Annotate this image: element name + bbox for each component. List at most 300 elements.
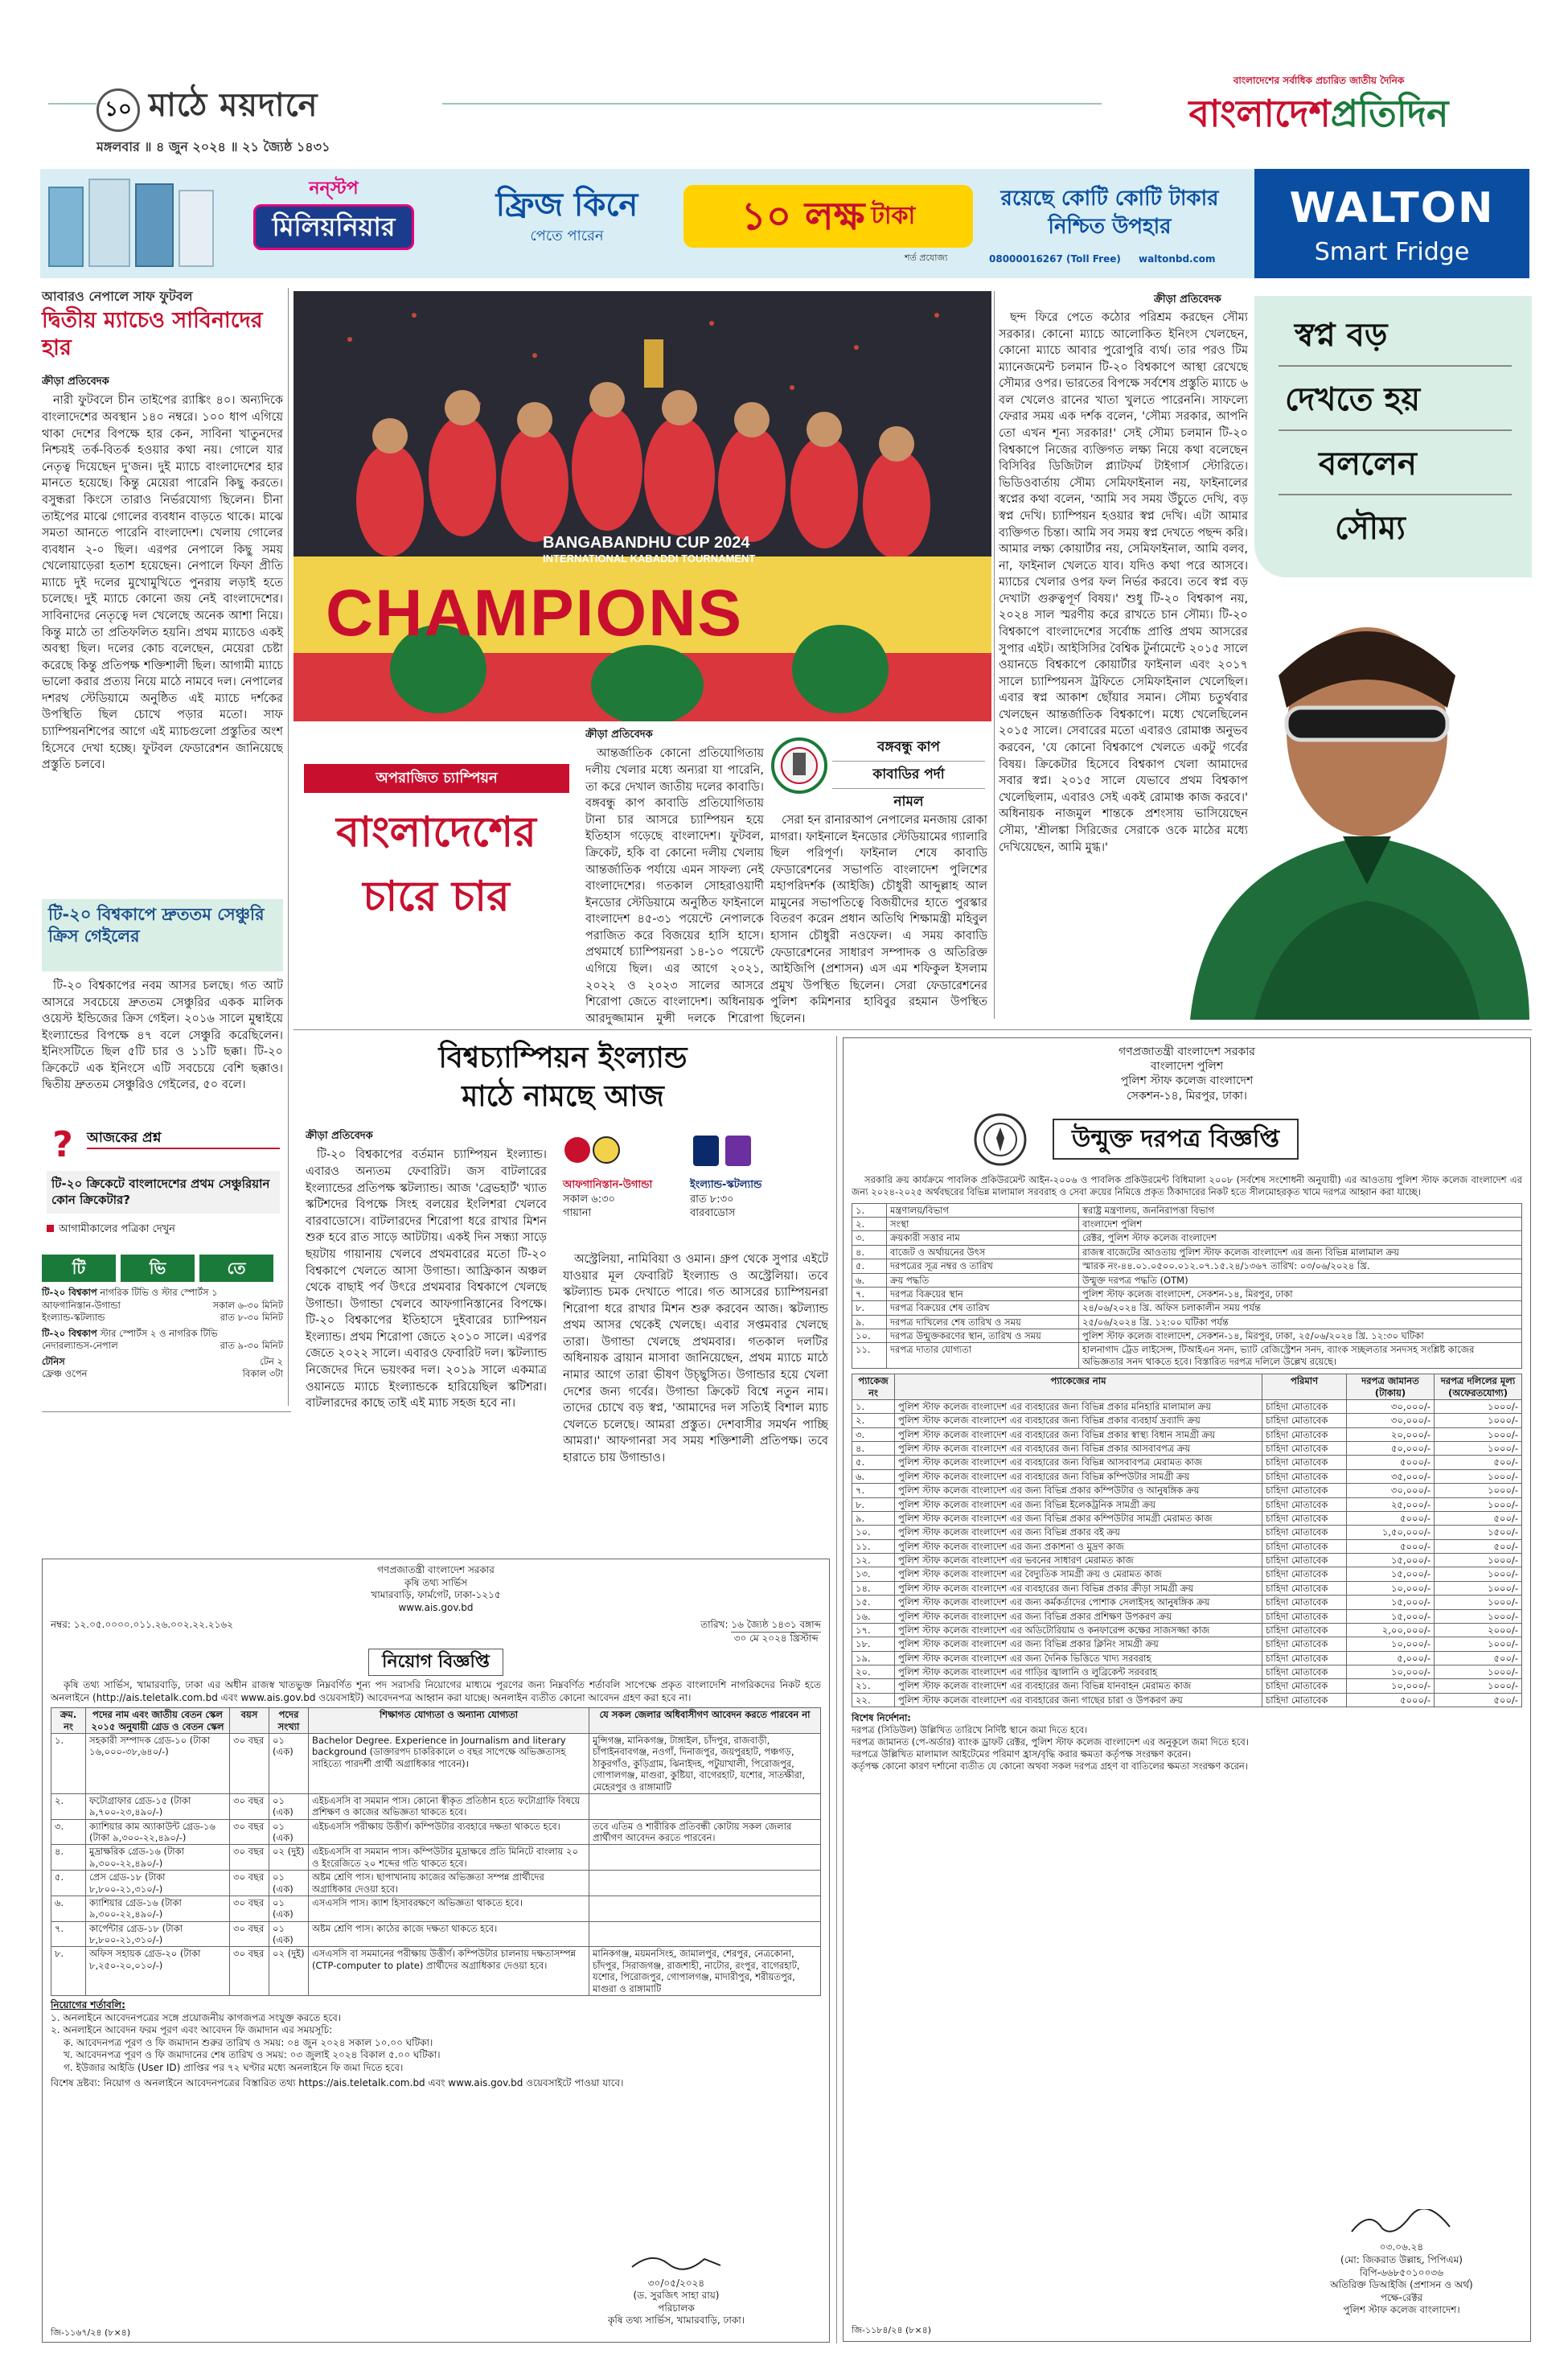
table-cell: পুলিশ স্টাফ কলেজ বাংলাদেশ এর অডিটোরিয়াম ও কনফারেন্স কক্ষের সাজসজ্জা কাজ	[895, 1623, 1262, 1637]
table-cell: ১১.	[852, 1539, 895, 1553]
table-cell	[589, 1793, 821, 1819]
product-name: Smart Fridge	[1314, 238, 1470, 267]
tv-channel: টেনিস	[42, 1355, 65, 1367]
recruit-table	[51, 1707, 821, 1996]
table-cell: ১০,০০০/-	[1347, 1637, 1435, 1651]
table-cell: এসএসসি পাস। ক্যাশ হিসাবরক্ষণে অভিজ্ঞতা থাকতে হবে।	[309, 1896, 589, 1921]
tv-time: বিকাল ৩টা	[242, 1368, 283, 1380]
recruit-signer-name: (ড. সুরজিৎ সাহা রায়)	[633, 2290, 720, 2302]
table-cell	[589, 1921, 821, 1947]
col-header: শিক্ষাগত যোগ্যতা ও অন্যান্য যোগ্যতা	[309, 1708, 589, 1734]
table-row	[852, 1343, 1522, 1369]
table-cell: সহকারী সম্পাদক গ্রেড-১০ (টাকা ১৬,০০০-৩৮,৬৪০/-)	[86, 1734, 230, 1794]
table-cell: ১০০০/-	[1435, 1567, 1522, 1581]
tender-title: উন্মুক্ত দরপত্র বিজ্ঞপ্তি	[1053, 1119, 1299, 1160]
tv-time: সকাল ৬-৩০ মিনিট	[212, 1299, 283, 1311]
table-cell: পুলিশ স্টাফ কলেজ বাংলাদেশ এর বৈদ্যুতিক সামগ্রী ক্রয় ও মেরামত কাজ	[895, 1567, 1262, 1581]
table-cell: ১০,০০০/-	[1347, 1679, 1435, 1693]
table-cell: পুলিশ স্টাফ কলেজ বাংলাদেশ এর ব্যবহারের জন্য বিভিন্ন যানবাহন মেরামত কাজ	[895, 1679, 1262, 1693]
match2-teams: ইংল্যান্ড-স্কটল্যান্ড	[690, 1179, 762, 1192]
table-cell: চাহিদা মোতাবেক	[1262, 1596, 1347, 1609]
table-cell: ৫০০/-	[1435, 1651, 1522, 1665]
terms-note: শর্ত প্রযোজ্য	[905, 253, 948, 263]
table-cell: ৫০০/-	[1435, 1511, 1522, 1525]
banner-sub-text: INTERNATIONAL KABADDI TOURNAMENT	[543, 552, 756, 565]
table-cell: ৩০ বছর	[230, 1896, 269, 1921]
gayle-box	[42, 899, 283, 971]
table-cell: ৩০ বছর	[230, 1947, 269, 1996]
table-cell: ১৭.	[852, 1623, 895, 1637]
kabaddi-col-1	[585, 728, 764, 1025]
table-cell: পুলিশ স্টাফ কলেজ বাংলাদেশ এর জন্য বিভিন্ন প্রকার বই ক্রয়	[895, 1526, 1262, 1539]
table-cell: ০১ (এক)	[269, 1871, 309, 1896]
kabaddi-col-2	[770, 812, 987, 1025]
section-divider	[42, 1411, 291, 1412]
quote-line-1: স্বপ্ন বড়	[1295, 317, 1388, 354]
table-cell: চাহিদা মোতাবেক	[1262, 1469, 1347, 1483]
table-cell: ০১ (এক)	[269, 1921, 309, 1947]
table-cell: ১৩.	[852, 1567, 895, 1581]
table-cell: ১০০০/-	[1435, 1497, 1522, 1511]
player-portrait	[1158, 579, 1529, 1020]
match2-venue: বারবাডোস	[690, 1207, 736, 1220]
england-scotland-logos	[690, 1129, 754, 1174]
gayle-headline: টি-২০ বিশ্বকাপে দ্রুততম সেঞ্চুরি ক্রিস গেইলের	[48, 905, 265, 947]
table-cell: ক্যাশিয়ার কাম অ্যাকাউন্ট গ্রেড-১৬ (টাকা ৯,৩০০-২২,৪৯০/-)	[86, 1819, 230, 1845]
table-cell: ১৫,০০০/-	[1347, 1596, 1435, 1609]
tender-code: জি-১১৮৪/২৪ (৮×৪)	[852, 2324, 932, 2335]
tender-signer-id: বিপি-৬৬৮৫০১০০৩৬	[1360, 2266, 1443, 2278]
table-cell: ১,৫০,০০০/-	[1347, 1526, 1435, 1539]
recruit-signature-date: ৩০/০৫/২০২৪	[647, 2277, 705, 2289]
table-row	[852, 1329, 1522, 1343]
table-row	[852, 1581, 1522, 1595]
table-row	[51, 1734, 821, 1794]
recruit-signer-title-1: পরিচালক	[658, 2302, 695, 2314]
table-cell: চাহিদা মোতাবেক	[1262, 1693, 1347, 1707]
table-row	[852, 1567, 1522, 1581]
condition-item: ২. অনলাইনে আবেদন ফরম পূরণ এবং আবেদন ফি জমাদান এর সময়সূচি:	[51, 2024, 333, 2036]
table-cell: Bachelor Degree. Experience in Journalism and literary background (ডাক্তারপদ চাকরিকালে ৩ বছর সাপেক্ষে অভিজ্ঞতাসহ সাহিত্যে পারদর্শী প্রার্থী অগ্রাধিকার পাবেন)।	[309, 1734, 589, 1794]
saff-article	[42, 375, 283, 888]
recruit-gov-1: গণপ্রজাতন্ত্রী বাংলাদেশ সরকার	[377, 1564, 495, 1575]
table-cell: ১৫০০/-	[1435, 1526, 1522, 1539]
quote-line-4: সৌম্য	[1335, 510, 1406, 547]
recruit-website[interactable]: www.ais.gov.bd	[398, 1601, 474, 1613]
recruitment-notice	[42, 1559, 830, 2343]
table-cell: ৫০০০/-	[1347, 1693, 1435, 1707]
table-cell: হালনাগাদ ট্রেড লাইসেন্স, টিআইএন সনদ, ভ্যাট রেজিস্ট্রেশন সনদ, ব্যাংক সচ্ছলতার সনদসহ সংশ্লিষ্ট কাজের অভিজ্ঞতার সনদ থাকতে হবে। বিস্তারিত দরপত্র দলিলে উল্লেখ রয়েছে।	[1079, 1343, 1522, 1369]
gayle-body: টি-২০ বিশ্বকাপের নবম আসর চলছে। গত আট আসরে সবচেয়ে দ্রুততম সেঞ্চুরির একক মালিক ওয়েস্ট ইন্ডিজের ক্রিস গেইল। ২০১৬ সালে মুম্বাইয়ে ইংল্যান্ডের বিপক্ষে ৪৭ বলে সেঞ্চুরি করেছিলেন। ইনিংসটিতে ছিল ৫টি চার ও ১১টি ছক্কা। টি-২০ ক্রিকেটে এক ইনিংসে এটি সবচেয়ে বেশি ছক্কাও। দ্বিতীয় দ্রুততম সেঞ্চুরিও গেইলের, ৫০ বলে।	[42, 980, 283, 1092]
table-cell: ৩৫,০০০/-	[1347, 1469, 1435, 1483]
quote-rule	[1279, 494, 1512, 495]
condition-item: ক. আবেদনপত্র পূরণ ও ফি জমাদান শুরুর তারিখ ও সময়: ০৪ জুন ২০২৪ সকাল ১০.০০ ঘটিকা।	[64, 2036, 433, 2048]
recruit-date-en: ৩০ মে ২০২৪ খ্রিস্টাব্দ	[733, 1632, 819, 1644]
table-cell: ১০০০/-	[1435, 1469, 1522, 1483]
col-header: যে সকল জেলার অধিবাসীগণ আবেদন করতে পারবেন না	[589, 1708, 821, 1734]
masthead	[1110, 74, 1528, 146]
table-cell: ১৫,০০০/-	[1347, 1609, 1435, 1623]
table-row	[852, 1245, 1522, 1259]
table-cell: ৪.	[51, 1845, 86, 1871]
england-byline: ক্রীড়া প্রতিবেদক	[306, 1130, 373, 1142]
table-cell: ৩০ বছর	[230, 1793, 269, 1819]
table-cell: পুলিশ স্টাফ কলেজ বাংলাদেশ এর ব্যবহারের জন্য বিভিন্ন প্রকার স্বাস্থ্য বিধান সামগ্রী ক্রয়	[895, 1427, 1262, 1441]
table-cell: ১৯.	[852, 1651, 895, 1665]
table-cell: চাহিদা মোতাবেক	[1262, 1539, 1347, 1553]
tv-match: ইংল্যান্ড-স্কটল্যান্ড	[42, 1312, 105, 1324]
table-cell: ২.	[852, 1218, 887, 1231]
table-cell: ০২ (দুই)	[269, 1845, 309, 1871]
england-body-2: অস্ট্রেলিয়া, নামিবিয়া ও ওমান। গ্রুপ থেকে সুপার এইটে যাওয়ার মূল ফেবারিট ইংল্যান্ড ও অস্ট্রেলিয়া। তবে স্কটল্যান্ড চমক দেখাতে পারে। গত আসরের চ্যাম্পিয়নরা শিরোপা ধরে রাখার মিশন শুরু করবেন আজ। স্কটল্যান্ড প্রথম আসর থেকেই খেলছে। এবার সপ্তমবার খেলছে তারা। উগান্ডা খেলছে প্রথমবার। গতকাল দলটির অধিনায়ক ব্রায়ান মাসাবা জানিয়েছেন, প্রথম ম্যাচে মাঠে নামার আগে তারা ভীষণ উচ্ছ্বসিত। উগান্ডার হয়ে খেলা দেশের জন্য গর্বের। উগান্ডা ক্রিকেট বিশ্বে নতুন নাম। তাদের চোখে বড় স্বপ্ন, 'আমাদের দল সত্যিই বিশাল ম্যাচ খেলতে চলেছে। আমরা প্রস্তুত। দেশবাসীর সমর্থন পাচ্ছি আমরা।' আফগানরা সব সময় শক্তিশালী প্রতিপক্ষ। তবে হারাতে চায় উগান্ডাও।	[563, 1253, 828, 1464]
table-cell: ২১.	[852, 1679, 895, 1693]
table-cell: ১০০০/-	[1435, 1554, 1522, 1567]
table-cell: এসএসসি বা সমমানের পরীক্ষায় উত্তীর্ণ। কম্পিউটার চালনায় দক্ষতাসম্পন্ন (CTP-computer to plate) প্রার্থীদের অগ্রাধিকার দেওয়া হবে।	[309, 1947, 589, 1996]
table-row	[852, 1497, 1522, 1511]
table-cell: ৩০ বছর	[230, 1921, 269, 1947]
tv-match: আফগানিস্তান-উগান্ডা	[42, 1299, 121, 1311]
table-cell: চাহিদা মোতাবেক	[1262, 1414, 1347, 1427]
table-cell: ১২.	[852, 1554, 895, 1567]
note-marker-icon	[47, 1225, 54, 1232]
table-cell: ক্রয়কারী সত্তার নাম	[887, 1231, 1079, 1245]
table-row	[852, 1484, 1522, 1497]
table-cell: মুদ্রাক্ষরিক গ্রেড-১৬ (টাকা ৯,৩০০-২২,৪৯০/-)	[86, 1845, 230, 1871]
table-cell: চাহিদা মোতাবেক	[1262, 1442, 1347, 1456]
table-cell: চাহিদা মোতাবেক	[1262, 1665, 1347, 1679]
table-cell: ১.	[51, 1734, 86, 1794]
table-cell: ২.	[51, 1793, 86, 1819]
match1-venue: গায়ানা	[563, 1207, 592, 1220]
table-cell: পুলিশ স্টাফ কলেজ বাংলাদেশ এর জন্য বিভিন্ন ইলেকট্রনিক সামগ্রী ক্রয়	[895, 1497, 1262, 1511]
col-header: দরপত্র দলিলের মূল্য (অফেরতযোগ্য)	[1435, 1374, 1522, 1400]
recruit-memo: নম্বর: ১২.০৫.০০০০.০১১.২৬.০০২.২২.২১৬২	[51, 1619, 233, 1631]
match1-time: সকাল ৬:৩০	[563, 1193, 616, 1205]
table-cell: ৫০০/-	[1435, 1693, 1522, 1707]
table-cell: চাহিদা মোতাবেক	[1262, 1427, 1347, 1441]
table-cell: ০১ (এক)	[269, 1734, 309, 1794]
recruit-date-bn: ১৬ জ্যৈষ্ঠ ১৪৩১ বঙ্গাব্দ	[731, 1619, 821, 1633]
tender-items-table	[852, 1374, 1522, 1707]
table-row	[51, 1871, 821, 1896]
gift-line2: নিশ্চিত উপহার	[1048, 215, 1172, 240]
table-cell: ১০.	[852, 1329, 887, 1343]
table-row	[51, 1793, 821, 1819]
afghanistan-uganda-logos	[563, 1129, 627, 1174]
table-cell: পুলিশ স্টাফ কলেজ বাংলাদেশ এর ব্যবহারের জন্য বিভিন্ন প্রকার ক্রীড়া সামগ্রী ক্রয়	[895, 1581, 1262, 1595]
table-cell: ২০.	[852, 1665, 895, 1679]
match2-time: রাত ৮:৩০	[690, 1193, 734, 1205]
match-box-1	[563, 1129, 682, 1242]
table-cell: পুলিশ স্টাফ কলেজ বাংলাদেশ এর ব্যবহারের জন্য বিভিন্ন প্রকার ব্যবহার্য দ্রব্যাদি ক্রয়	[895, 1414, 1262, 1427]
table-cell: চাহিদা মোতাবেক	[1262, 1511, 1347, 1525]
table-cell: ৩০,০০০/-	[1347, 1399, 1435, 1413]
table-cell: ৩০ বছর	[230, 1845, 269, 1871]
table-cell: ফটোগ্রাফার গ্রেড-১৫ (টাকা ৯,৭০০-২৩,৪৯০/-)	[86, 1793, 230, 1819]
quote-rule	[1279, 429, 1512, 431]
table-row	[852, 1651, 1522, 1665]
quiz-title: আজকের প্রশ্ন	[87, 1129, 280, 1149]
side-label-1: বঙ্গবন্ধু কাপ	[832, 738, 985, 762]
gift-text	[989, 185, 1230, 241]
table-cell: ৫.	[51, 1871, 86, 1896]
table-cell: ৯.	[852, 1511, 895, 1525]
table-cell: ২.	[852, 1414, 895, 1427]
gift-line1: রয়েছে কোটি কোটি টাকার	[1000, 187, 1219, 211]
table-cell: ৩০ বছর	[230, 1734, 269, 1794]
table-cell: ১৫,০০০/-	[1347, 1567, 1435, 1581]
table-cell: ১০০০/-	[1435, 1414, 1522, 1427]
table-cell: ১০০০/-	[1435, 1484, 1522, 1497]
table-row	[852, 1414, 1522, 1427]
table-cell: ৭.	[51, 1921, 86, 1947]
table-cell: ০১ (এক)	[269, 1896, 309, 1921]
banner-champions-text: CHAMPIONS	[326, 577, 744, 650]
tv-time: রাত ৯-৩০ মিনিট	[220, 1340, 283, 1352]
tender-gov-3: পুলিশ স্টাফ কলেজ বাংলাদেশ	[1120, 1074, 1254, 1088]
side-label-3: নামল	[893, 793, 924, 810]
table-cell: ১০,০০০/-	[1347, 1665, 1435, 1679]
table-cell: ২,০০,০০০/-	[1347, 1623, 1435, 1637]
table-cell: ৫০০/-	[1435, 1456, 1522, 1469]
table-cell: পুলিশ স্টাফ কলেজ বাংলাদেশ এর জন্য দৈনিক ভিত্তিতে খাদ্য সরবরাহ	[895, 1651, 1262, 1665]
table-cell: ৩০,০০০/-	[1347, 1414, 1435, 1427]
table-cell: ১৬.	[852, 1609, 895, 1623]
table-row	[51, 1819, 821, 1845]
table-cell: বাংলাদেশ পুলিশ	[1079, 1218, 1522, 1231]
table-cell: পুলিশ স্টাফ কলেজ বাংলাদেশ এর ব্যবহারের জন্য গাছের চারা ও উপকরণ ক্রয়	[895, 1693, 1262, 1707]
signature-mark	[628, 2249, 724, 2273]
table-cell: ১.	[852, 1399, 895, 1413]
table-row	[852, 1456, 1522, 1469]
badge-top: নন্‌স্টপ	[309, 179, 359, 199]
quiz-box	[42, 1119, 283, 1242]
table-cell: ৫০০০/-	[1347, 1456, 1435, 1469]
table-cell: চাহিদা মোতাবেক	[1262, 1456, 1347, 1469]
table-cell: ১৫.	[852, 1596, 895, 1609]
table-cell: ক্যাশিয়ার গ্রেড-১৬ (টাকা ৯,৩০০-২২,৪৯০/-)	[86, 1896, 230, 1921]
table-row	[852, 1469, 1522, 1483]
table-cell: ৩.	[852, 1427, 895, 1441]
table-cell: ২৪/০৬/২০২৪ খ্রি. অফিস চলাকালীন সময় পর্যন্ত	[1079, 1301, 1522, 1315]
table-cell: ১০,০০০/-	[1347, 1581, 1435, 1595]
table-cell	[589, 1845, 821, 1871]
table-cell: পুলিশ স্টাফ কলেজ বাংলাদেশ এর জন্য প্রকাশনা ও মুদ্রণ কাজ	[895, 1539, 1262, 1553]
table-row	[852, 1596, 1522, 1609]
table-cell: ২০,০০০/-	[1347, 1427, 1435, 1441]
table-cell: ৪.	[852, 1442, 895, 1456]
table-cell: ১০০০/-	[1435, 1581, 1522, 1595]
table-cell: পুলিশ স্টাফ কলেজ বাংলাদেশ এর ভবনের সাধারণ মেরামত কাজ	[895, 1554, 1262, 1567]
table-row	[852, 1301, 1522, 1315]
recruit-date-label: তারিখ:	[700, 1619, 729, 1631]
kabaddi-emblem-icon	[770, 733, 828, 807]
tv-tab-3: তে	[199, 1255, 273, 1282]
header-rule-right	[442, 103, 1102, 105]
masthead-tagline: বাংলাদেশের সর্বাধিক প্রচারিত জাতীয় দৈনিক	[1233, 75, 1405, 86]
england-headline-1: বিশ্বচ্যাম্পিয়ন ইংল্যান্ড	[438, 1041, 688, 1074]
table-cell: দরপত্র বিক্রয়ের স্থান	[887, 1287, 1079, 1300]
table-row	[852, 1218, 1522, 1231]
recruit-code: জি-১১৬৭/২৪ (৮×৪)	[51, 2327, 131, 2338]
tv-schedule	[42, 1255, 283, 1407]
tender-note: দরপত্র (সিডিউল) উল্লিখিত তারিখে নির্দিষ্ট স্থানে জমা দিতে হবে।	[852, 1724, 1088, 1736]
section-divider	[293, 1029, 1532, 1030]
table-cell: অফিস সহায়ক গ্রেড-২০ (টাকা ৮,২৫০-২০,০১০/-)	[86, 1947, 230, 1996]
table-cell: মন্ত্রণালয়/বিভাগ	[887, 1203, 1079, 1217]
kabaddi-body-2: সেরা হন রানারআপ নেপালের মনজায় রোকা মাগরা। ফাইনালে ইনডোর স্টেডিয়ামের গ্যালারি ছিল পরিপূর্ণ। ফাইনাল শেষে কাবাডি ফেডারেশনের সভাপতি বাংলাদেশ পুলিশের মহাপরিদর্শক (আইজি) চৌধুরী আব্দুল্লাহ আল মামুনের সভাপতিত্বে বিজয়ীদের হাতে পুরস্কার বিতরণ করেন প্রধান অতিথি শিক্ষামন্ত্রী মহিবুল হাসান চৌধুরী নওফেল। এ সময় কাবাডি ফেডারেশনের সাধারণ সম্পাদক ও অতিরিক্ত আইজিপি (প্রশাসন) এস এম শফিকুল ইসলাম প্রমুখ উপস্থিত ছিলেন। সেরা ফেডারেশনের পুলিশ কমিশনার হাবিবুর রহমান উপস্থিত ছিলেন।	[770, 814, 987, 1025]
table-cell: ক্রয় পদ্ধতি	[887, 1273, 1079, 1287]
table-cell: এইচএসসি বা সমমান পাস। কোনো স্বীকৃত প্রতিষ্ঠান হতে ফটোগ্রাফি বিষয়ে প্রশিক্ষণ ও কাজের অভিজ্ঞতা থাকতে হবে।	[309, 1793, 589, 1819]
ad-website[interactable]: waltonbd.com	[1139, 253, 1216, 265]
table-row	[852, 1203, 1522, 1217]
table-cell: ৭.	[852, 1484, 895, 1497]
fridge-offer	[466, 183, 667, 246]
table-cell: ২২.	[852, 1693, 895, 1707]
table-cell: চাহিদা মোতাবেক	[1262, 1497, 1347, 1511]
table-cell: ৫,০০০/-	[1347, 1651, 1435, 1665]
gayle-article	[42, 978, 283, 1115]
table-cell: চাহিদা মোতাবেক	[1262, 1554, 1347, 1567]
tender-notes-title: বিশেষ নির্দেশনা:	[852, 1712, 911, 1724]
kabaddi-label-tag: অপরাজিত চ্যাম্পিয়ন	[304, 764, 569, 793]
table-cell: চাহিদা মোতাবেক	[1262, 1567, 1347, 1581]
table-cell: ৩.	[51, 1819, 86, 1845]
table-cell: পুলিশ স্টাফ কলেজ বাংলাদেশ এর জন্য বিভিন্ন প্রকার কম্পিউটার সামগ্রী মেরামত কাজ	[895, 1511, 1262, 1525]
table-cell: দরপত্র দাতার যোগ্যতা	[887, 1343, 1079, 1369]
saff-body: নারী ফুটবলে চীন তাইপের র‍্যাঙ্কিং ৪০। অন্যদিকে বাংলাদেশের অবস্থান ১৪০ নম্বরে। ১০০ ধাপ এগিয়ে থাকা দেশের বিপক্ষে হার কেন, সাবিনা খাতুনদের নিশ্চয়ই তর্ক-বিতর্ক হওয়ার কথা নয়। গোলে যার নেতৃত্ব দিয়েছেন দু'জন। দুই ম্যাচে বাংলাদেশের হার মানতে হয়েছে। কিন্তু মেয়েরা পারেনি কিছু করতে। বসুন্ধরা কিংসে তারাও নির্ভরযোগ্য ছিলেন। চীনা তাইপের মাঝে গোলের ব্যবধান বাড়তে থাকে। মাঝে সমতা আনতে পারেনি বাংলাদেশ। খেলায় গোলের ব্যবধান ২-০ ছিল। এরপর নেপালে কিছু সময় খেলোয়াড়েরা হতাশ হয়েছেন। নেপালে ফিফা প্রীতি ম্যাচে দুই দলের মুখোমুখিতে পুনরায় লড়াই হতে চলেছে। দুই ম্যাচে কোনো জয় নেই বাংলাদেশের। সাবিনাদের নেতৃত্বে দল খেলেছে অনেক আশা নিয়ে। কিন্তু মাঠে তা প্রতিফলিত হয়নি। প্রথম ম্যাচেও একই অবস্থা ছিল। দলের কোচ বলেছেন, মেয়েরা চেষ্টা করেছে কিন্তু প্রতিপক্ষ শক্তিশালী ছিল। আগামী ম্যাচে ভালো করার প্রত্যয় নিয়ে মাঠে নামবে দল। নেপালের দশরথ স্টেডিয়ামে অনুষ্ঠিত এই ম্যাচে দর্শকের উপস্থিতি ছিল চোখে পড়ার মতো। সাফ চ্যাম্পিয়নশিপের আগে এই ম্যাচগুলো প্রস্তুতির অংশ হিসেবে দেখা হচ্ছে। ফুটবল ফেডারেশন জানিয়েছে প্রস্তুতি চলবে।	[42, 394, 283, 772]
table-row	[51, 1921, 821, 1947]
table-cell: ১০০০/-	[1435, 1609, 1522, 1623]
table-cell: ৫০০/-	[1435, 1539, 1522, 1553]
table-row	[852, 1554, 1522, 1567]
table-cell: ০১ (এক)	[269, 1819, 309, 1845]
table-cell: ৭.	[852, 1287, 887, 1300]
table-cell: ১.	[852, 1203, 887, 1217]
column-divider	[836, 1036, 837, 2343]
table-cell: চাহিদা মোতাবেক	[1262, 1679, 1347, 1693]
prize-box	[683, 185, 973, 248]
table-cell: ১০০০/-	[1435, 1427, 1522, 1441]
kabaddi-logo	[770, 733, 828, 807]
table-cell: এইচএসসি পরীক্ষায় উত্তীর্ণ। কম্পিউটার ব্যবহারে দক্ষতা থাকতে হবে।	[309, 1819, 589, 1845]
table-cell: ৪.	[852, 1245, 887, 1259]
quiz-note	[47, 1222, 175, 1237]
table-cell: পুলিশ স্টাফ কলেজ বাংলাদেশ এর জন্য বিভিন্ন প্রকার প্রশিক্ষণ উপকরণ ক্রয়	[895, 1609, 1262, 1623]
brand-name: WALTON	[1289, 184, 1495, 232]
fridge-line1: ফ্রিজ কিনে	[495, 187, 638, 224]
tv-match: ফ্রেঞ্চ ওপেন	[42, 1368, 88, 1380]
table-cell: চাহিদা মোতাবেক	[1262, 1623, 1347, 1637]
table-cell: চাহিদা মোতাবেক	[1262, 1609, 1347, 1623]
match1-teams: আফগানিস্তান-উগান্ডা	[563, 1179, 653, 1192]
page-number: ১০	[96, 88, 140, 132]
table-cell: ৮.	[51, 1947, 86, 1996]
table-cell: অষ্টম শ্রেণি পাস। কাঠের কাজে দক্ষতা থাকতে হবে।	[309, 1921, 589, 1947]
table-cell: পুলিশ স্টাফ কলেজ বাংলাদেশ এর জন্য বিভিন্ন প্রকার কম্পিউটার ও আনুষঙ্গিক ক্রয়	[895, 1484, 1262, 1497]
prize-amount: ১০ লক্ষ	[741, 193, 865, 239]
tv-row	[42, 1287, 283, 1381]
table-cell: মানিকগঞ্জ, ময়মনসিংহ, জামালপুর, শেরপুর, নেত্রকোনা, চাঁদপুর, সিরাজগঞ্জ, রাজশাহী, নাটোর, রংপুর, বাগেরহাট, যশোর, পিরোজপুর, গোপালগঞ্জ, মাদারীপুর, শরীয়তপুর, মাগুরা ও রাঙ্গামাটি	[589, 1947, 821, 1996]
tender-signer-title-1: অতিরিক্ত ডিআইজি (প্রশাসন ও অর্থ)	[1330, 2279, 1473, 2291]
recruit-signer-title-2: কৃষি তথ্য সার্ভিস, খামারবাড়ি, ঢাকা।	[608, 2314, 745, 2327]
condition-item: গ. ইউজার আইডি (User ID) প্রাপ্তির পর ৭২ ঘণ্টার মধ্যে অনলাইনে ফি জমা দিতে হবে।	[64, 2061, 404, 2073]
table-cell: স্বরাষ্ট্র মন্ত্রণালয়, জননিরাপত্তা বিভাগ	[1079, 1203, 1522, 1217]
col-header: দরপত্র জামানত (টাকায়)	[1347, 1374, 1435, 1400]
table-cell: পুলিশ স্টাফ কলেজ বাংলাদেশ এর ব্যবহারের জন্য বিভিন্ন প্রকার আসবাবপত্র ক্রয়	[895, 1442, 1262, 1456]
table-cell: অষ্টম শ্রেণি পাস। ছাপাখানায় কাজের অভিজ্ঞতা সম্পন্ন প্রার্থীদের অগ্রাধিকার দেওয়া হবে।	[309, 1871, 589, 1896]
recruit-gov-3: খামারবাড়ি, ফার্মগেট, ঢাকা-১২১৫	[371, 1589, 501, 1601]
table-cell: রাজস্ব বাজেটের আওতায় পুলিশ স্টাফ কলেজ বাংলাদেশ এর জন্য বিভিন্ন মালামাল ক্রয়	[1079, 1245, 1522, 1259]
fridge-line2: পেতে পারেন	[530, 228, 604, 244]
table-cell: ২০০০/-	[1435, 1623, 1522, 1637]
masthead-name-left: বাংলাদেশ	[1188, 92, 1331, 136]
tender-note: দরপত্রে উল্লিখিত মালামাল আইটেমের পরিমাণ হ্রাস/বৃদ্ধি করার ক্ষমতা কর্তৃপক্ষ সংরক্ষণ করেন।	[852, 1748, 1192, 1760]
table-cell: পুলিশ স্টাফ কলেজ বাংলাদেশ এর ব্যবহারের জন্য বিভিন্ন আসবাবপত্র মেরামত কাজ	[895, 1456, 1262, 1469]
tender-gov-4: সেকশন-১৪, মিরপুর, ঢাকা।	[1127, 1089, 1247, 1103]
tender-note: দরপত্র জামানত (পে-অর্ডার) ব্যাংক ড্রাফট রেক্টর, পুলিশ স্টাফ কলেজ বাংলাদেশ এর অনুকূলে জমা দিতে হবে।	[852, 1736, 1249, 1748]
table-row	[852, 1679, 1522, 1693]
police-emblem-icon	[972, 1111, 1028, 1168]
table-cell: চাহিদা মোতাবেক	[1262, 1484, 1347, 1497]
table-cell: দরপত্র দাখিলের শেষ তারিখ ও সময়	[887, 1315, 1079, 1329]
table-cell: চাহিদা মোতাবেক	[1262, 1637, 1347, 1651]
table-cell: দরপত্র বিক্রয়ের শেষ তারিখ	[887, 1301, 1079, 1315]
table-cell: পুলিশ স্টাফ কলেজ বাংলাদেশ, সেকশন-১৪, মিরপুর, ঢাকা	[1079, 1287, 1522, 1300]
table-cell: চাহিদা মোতাবেক	[1262, 1651, 1347, 1665]
tender-intro: সরকারি ক্রয় কার্যক্রমে পাবলিক প্রকিউরমেন্ট আইন-২০০৬ ও পাবলিক প্রকিউরমেন্ট বিধিমালা ২০০৮ (সর্বশেষ সংশোধনী অনুযায়ী) এর আওতায় পুলিশ স্টাফ কলেজ বাংলাদেশ এর জন্য ২০২৪-২০২৫ অর্থবছরের বিভিন্ন মালামাল সরবরাহ ও সেবা ক্রয়ের নিমিত্তে প্রকৃত ঠিকাদারের নিকট হতে সীলমোহরকৃত খামে দরপত্র আহ্বান করা যাচ্ছে।	[852, 1173, 1522, 1197]
walton-ad[interactable]	[40, 169, 1529, 278]
table-cell: ৩০ বছর	[230, 1819, 269, 1845]
table-cell: ৬.	[852, 1469, 895, 1483]
table-cell: ১৪.	[852, 1581, 895, 1595]
table-row	[51, 1896, 821, 1921]
question-icon: ?	[52, 1124, 73, 1166]
table-cell: ১০০০/-	[1435, 1679, 1522, 1693]
table-cell: স্মারক নং-৪৪.০১.০৫০০.০১২.০৭.১৫.২৪/১৩৬৭ তারিখ: ০৩/০৬/২০২৪ খ্রি.	[1079, 1259, 1522, 1273]
recruit-footer-note: বিশেষ দ্রষ্টব্য: নিয়োগ ও অনলাইনে আবেদনপত্রের বিস্তারিত তথ্য https://ais.teletalk.com.bd এবং www.ais.gov.bd ওয়েবসাইটে পাওয়া যাবে।	[51, 2076, 624, 2089]
tender-gov-2: বাংলাদেশ পুলিশ	[1150, 1060, 1224, 1074]
tender-gov-1: গণপ্রজাতন্ত্রী বাংলাদেশ সরকার	[1119, 1045, 1255, 1058]
table-cell: ৫০০০/-	[1347, 1511, 1435, 1525]
col-header: পদের সংখ্যা	[269, 1708, 309, 1734]
table-row	[852, 1526, 1522, 1539]
col-header: ক্রম. নং	[51, 1708, 86, 1734]
side-label-2: কাবাডির পর্দা	[832, 762, 985, 789]
table-row	[852, 1427, 1522, 1441]
tender-signature-block	[1297, 2209, 1506, 2317]
header-rule-left	[48, 103, 96, 105]
tv-time: রাত ৮-৩০ মিনিট	[220, 1312, 283, 1324]
tv-tab-2: ভি	[121, 1255, 195, 1282]
table-row	[852, 1511, 1522, 1525]
table-cell: চাহিদা মোতাবেক	[1262, 1581, 1347, 1595]
tender-info-table	[852, 1203, 1522, 1370]
table-cell: ৯.	[852, 1315, 887, 1329]
table-cell: রেক্টর, পুলিশ স্টাফ কলেজ বাংলাদেশ	[1079, 1231, 1522, 1245]
tv-match: নেদারল্যান্ডস-নেপাল	[42, 1340, 118, 1352]
table-cell: ১৮.	[852, 1637, 895, 1651]
recruit-title: নিয়োগ বিজ্ঞপ্তি	[368, 1649, 503, 1677]
tv-network: টেন ২	[260, 1355, 283, 1367]
table-cell: পুলিশ স্টাফ কলেজ বাংলাদেশ এর ব্যবহারের জন্য বিভিন্ন কম্পিউটার সামগ্রী ক্রয়	[895, 1469, 1262, 1483]
tender-signer-name: (মো: জিকরাত উল্লাহ, পিপিএম)	[1340, 2254, 1463, 2266]
table-cell: বাজেট ও অর্থায়নের উৎস	[887, 1245, 1079, 1259]
table-cell: ১৫,০০০/-	[1347, 1554, 1435, 1567]
england-headline-2: মাঠে নামছে আজ	[462, 1080, 664, 1113]
col-header: পদের নাম এবং জাতীয় বেতন স্কেল ২০১৫ অনুযায়ী গ্রেড ও বেতন স্কেল	[86, 1708, 230, 1734]
table-cell: মুন্সিগঞ্জ, মানিকগঞ্জ, টাঙ্গাইল, চাঁদপুর, রাজবাড়ী, চাঁপাইনবাবগঞ্জ, নওগাঁ, দিনাজপুর, জয়পুরহাট, পঞ্চগড়, ঠাকুরগাঁও, কুড়িগ্রাম, ঝিনাইদহ, পটুয়াখালী, পিরোজপুর, গোপালগঞ্জ, মাগুরা, কুষ্টিয়া, বাগেরহাট, যশোর, সাতক্ষীরা, মেহেরপুর ও রাঙ্গামাটি	[589, 1734, 821, 1794]
